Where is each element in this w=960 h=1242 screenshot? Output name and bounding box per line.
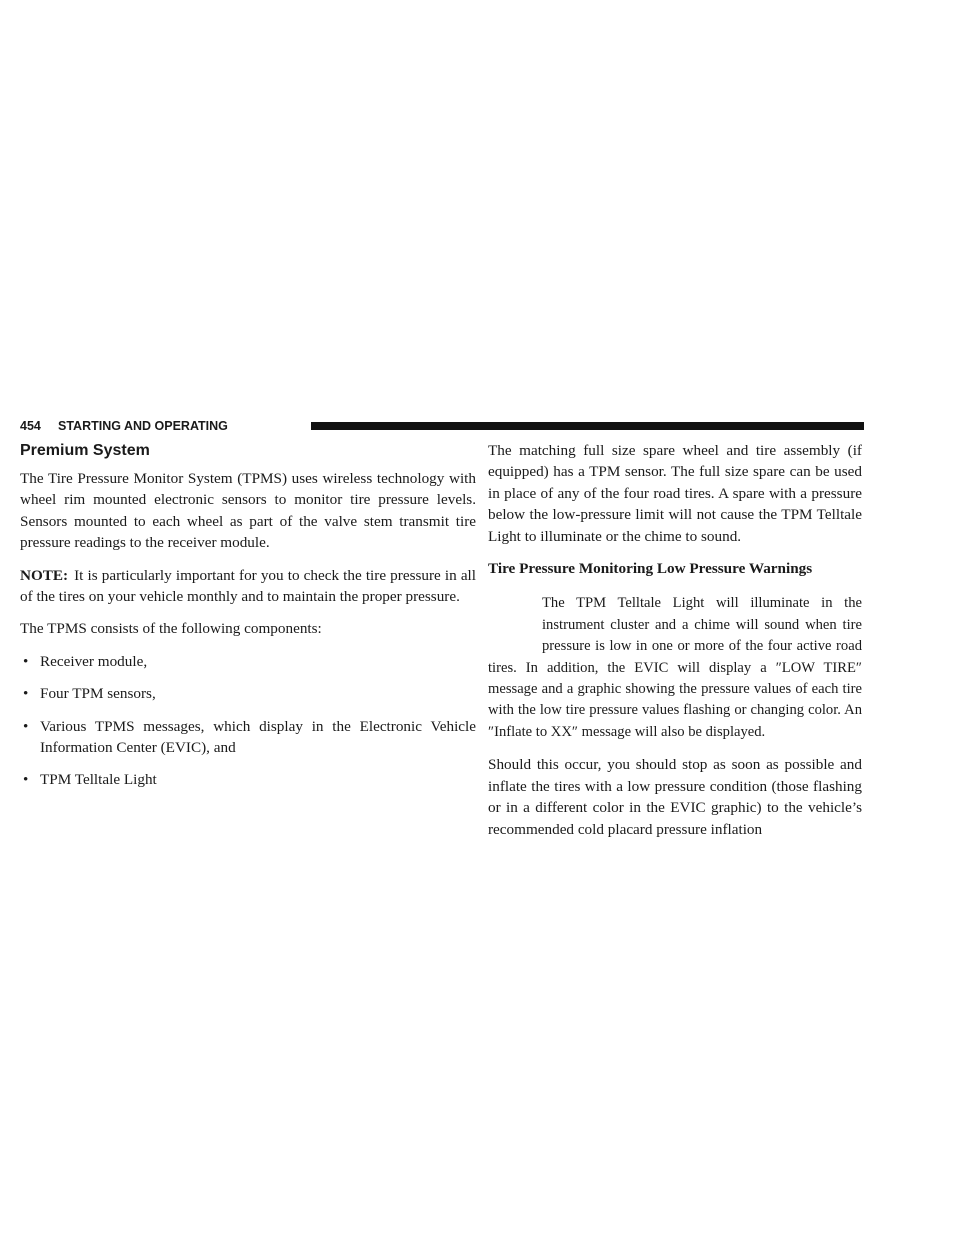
list-item-text: Four TPM sensors, bbox=[40, 685, 156, 703]
page-number: 454 bbox=[20, 419, 41, 433]
bullet-icon: • bbox=[23, 717, 29, 735]
spare-paragraph: The matching full size spare wheel and tire assembly (if equipped) has a TPM sensor. The full size spare can be used in place of any of the four road tires. A spare with a pressure below the low-pressure limit will not cause the TPM Telltale Light to illuminate or the chime to sound. bbox=[488, 442, 862, 545]
list-item-text: TPM Telltale Light bbox=[40, 771, 157, 789]
tpm-telltale-icon-placeholder bbox=[488, 593, 540, 657]
intro-paragraph: The Tire Pressure Monitor System (TPMS) uses wireless technology with wheel rim mounted electronic sensors to monitor tire pressure levels. Sensors mounted to each wheel as part of the valve stem transmit tire pressure readings to the receiver module. bbox=[20, 470, 476, 552]
bullet-icon: • bbox=[23, 685, 29, 703]
components-intro: The TPMS consists of the following components: bbox=[20, 620, 322, 638]
list-item bbox=[20, 683, 476, 704]
list-item-text: Receiver module, bbox=[40, 652, 148, 670]
note-paragraph bbox=[20, 565, 476, 608]
action-paragraph: Should this occur, you should stop as soon as possible and inflate the tires with a low pressure condition (those flashing or in a different color in the EVIC graphic) to the vehicle’s recommended cold placard pressure inflation bbox=[488, 756, 862, 838]
header-rule bbox=[311, 422, 864, 430]
list-item-text: Various TPMS messages, which display in the Electronic Vehicle Information Center (EVIC), and bbox=[40, 717, 476, 757]
bullet-icon: • bbox=[23, 652, 29, 670]
list-item bbox=[20, 716, 476, 759]
section-title: Premium System bbox=[20, 442, 150, 459]
list-item bbox=[20, 769, 476, 790]
page-header bbox=[20, 419, 864, 434]
bullet-icon: • bbox=[23, 771, 29, 789]
component-list bbox=[20, 651, 476, 791]
note-label: NOTE: bbox=[20, 566, 69, 584]
section-name: STARTING AND OPERATING bbox=[58, 419, 228, 433]
left-column bbox=[20, 440, 476, 802]
warnings-heading: Tire Pressure Monitoring Low Pressure Warnings bbox=[488, 560, 813, 578]
right-column bbox=[488, 440, 862, 851]
note-text: It is particularly important for you to check the tire pressure in all of the tires on your vehicle monthly and to maintain the proper pressure. bbox=[20, 566, 476, 606]
warning-paragraph: The TPM Telltale Light will illuminate in the instrument cluster and a chime will sound when tire pressure is low in one or more of the four active road tires. In addition, the EVIC will display a ″LOW TIRE″ message and a graphic showing the pressure values of each tire with the low tire pressure values flashing or changing color. An ″Inflate to XX″ message will also be displayed. bbox=[488, 595, 862, 740]
list-item bbox=[20, 651, 476, 672]
